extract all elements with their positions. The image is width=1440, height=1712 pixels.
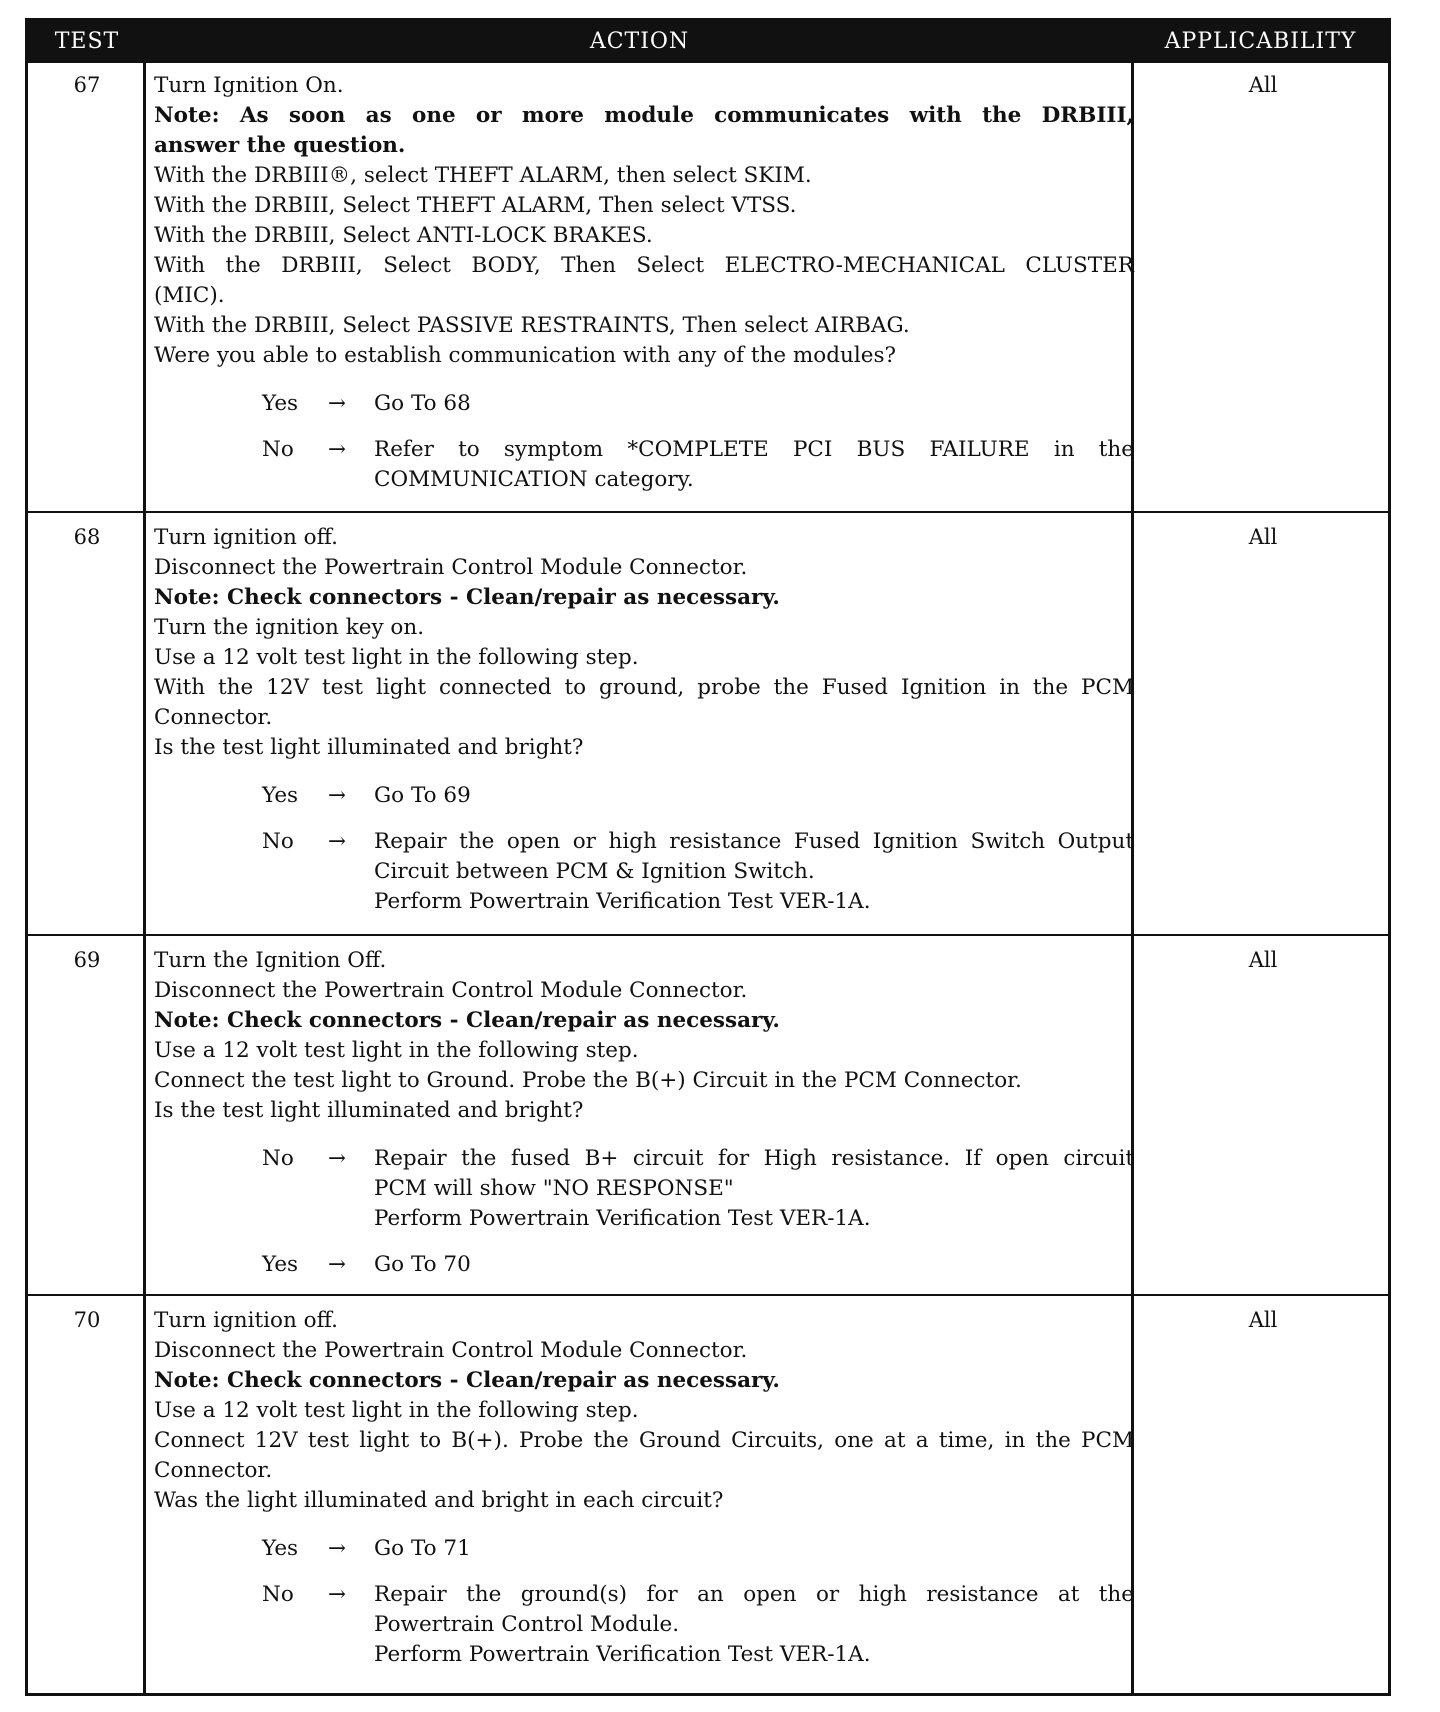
- action-line: Connector.: [154, 1458, 273, 1483]
- action-line: Is the test light illuminated and bright?: [154, 1098, 584, 1123]
- choice-no: [154, 1580, 1134, 1670]
- applicability: All: [1248, 73, 1278, 97]
- applicability: All: [1248, 1308, 1278, 1332]
- action-line: Use a 12 volt test light in the following step.: [154, 645, 639, 670]
- choice-no: [154, 827, 1134, 917]
- arrow-icon: →: [328, 1536, 347, 1561]
- action-line: Connector.: [154, 705, 273, 730]
- choice-label: No: [262, 829, 294, 854]
- choice-text: Perform Powertrain Verification Test VER-1A.: [374, 1642, 871, 1667]
- action-line: Connect 12V test light to B(+). Probe the Ground Circuits, one at a time, in the PCM: [154, 1428, 1134, 1453]
- arrow-icon: →: [328, 437, 347, 462]
- note-line: Note: As soon as one or more module communicates with the DRBIII,: [154, 103, 1134, 128]
- action-line: (MIC).: [154, 283, 225, 308]
- choice-label: Yes: [262, 783, 299, 808]
- note-line: Note: Check connectors - Clean/repair as necessary.: [154, 1368, 780, 1393]
- action-line: With the DRBIII, Select PASSIVE RESTRAINTS, Then select AIRBAG.: [154, 313, 910, 338]
- action-line: With the DRBIII, Select ANTI-LOCK BRAKES.: [154, 223, 653, 248]
- choice-text: Repair the fused B+ circuit for High resistance. If open circuit: [374, 1146, 1134, 1171]
- action-line: Disconnect the Powertrain Control Module Connector.: [154, 978, 748, 1003]
- action-line: Turn ignition off.: [154, 525, 338, 550]
- action-line: Turn Ignition On.: [154, 73, 344, 98]
- arrow-icon: →: [328, 1582, 347, 1607]
- test-number: 69: [73, 948, 101, 972]
- test-number: 67: [73, 73, 101, 97]
- action-line: Disconnect the Powertrain Control Module Connector.: [154, 555, 748, 580]
- note-line: answer the question.: [154, 133, 406, 158]
- choice-no: [154, 1144, 1134, 1234]
- applicability: All: [1248, 948, 1278, 972]
- choice-label: Yes: [262, 391, 299, 416]
- arrow-icon: →: [328, 391, 347, 416]
- action-line: Turn the ignition key on.: [154, 615, 425, 640]
- action-line: With the DRBIII, Select BODY, Then Select ELECTRO-MECHANICAL CLUSTER: [154, 253, 1134, 278]
- note-line: Note: Check connectors - Clean/repair as necessary.: [154, 1008, 780, 1033]
- choice-text: Go To 71: [374, 1536, 471, 1561]
- choice-label: No: [262, 1146, 294, 1171]
- choice-yes: [154, 781, 1134, 811]
- arrow-icon: →: [328, 1146, 347, 1171]
- action-cell: [154, 523, 1134, 917]
- action-line: With the 12V test light connected to ground, probe the Fused Ignition in the PCM: [154, 675, 1134, 700]
- choice-label: Yes: [262, 1252, 299, 1277]
- action-cell: [154, 71, 1134, 495]
- choice-text: Circuit between PCM & Ignition Switch.: [374, 859, 815, 884]
- choice-yes: [154, 389, 1134, 419]
- table-row-68: [28, 511, 1388, 934]
- action-line: Use a 12 volt test light in the following step.: [154, 1398, 639, 1423]
- action-line: Is the test light illuminated and bright?: [154, 735, 584, 760]
- diagnostic-test-table: [25, 18, 1391, 1696]
- choice-text: Powertrain Control Module.: [374, 1612, 680, 1637]
- arrow-icon: →: [328, 829, 347, 854]
- table-row-67: [28, 61, 1388, 511]
- choice-label: No: [262, 1582, 294, 1607]
- action-line: Was the light illuminated and bright in each circuit?: [154, 1488, 724, 1513]
- choice-label: Yes: [262, 1536, 299, 1561]
- table-header: [28, 21, 1388, 63]
- action-line: With the DRBIII, Select THEFT ALARM, Then select VTSS.: [154, 193, 797, 218]
- action-line: Were you able to establish communication with any of the modules?: [154, 343, 897, 368]
- choice-text: Go To 69: [374, 783, 471, 808]
- choice-no: [154, 435, 1134, 495]
- header-applicability: APPLICABILITY: [1164, 29, 1357, 54]
- note-line: Note: Check connectors - Clean/repair as necessary.: [154, 585, 780, 610]
- applicability: All: [1248, 525, 1278, 549]
- choice-text: Refer to symptom *COMPLETE PCI BUS FAILURE in the: [374, 437, 1134, 462]
- action-line: Use a 12 volt test light in the following step.: [154, 1038, 639, 1063]
- choice-text: PCM will show "NO RESPONSE": [374, 1176, 734, 1201]
- choice-text: Repair the open or high resistance Fused Ignition Switch Output: [374, 829, 1134, 854]
- table-row-70: [28, 1294, 1388, 1696]
- action-cell: [154, 946, 1134, 1280]
- choice-yes: [154, 1534, 1134, 1564]
- header-test: TEST: [54, 29, 120, 54]
- action-line: Turn the Ignition Off.: [154, 948, 387, 973]
- table-row-69: [28, 934, 1388, 1294]
- arrow-icon: →: [328, 783, 347, 808]
- choice-text: COMMUNICATION category.: [374, 467, 694, 492]
- choice-yes: [154, 1250, 1134, 1280]
- test-number: 70: [73, 1308, 101, 1332]
- choice-text: Perform Powertrain Verification Test VER-1A.: [374, 889, 871, 914]
- choice-text: Go To 68: [374, 391, 471, 416]
- arrow-icon: →: [328, 1252, 347, 1277]
- action-cell: [154, 1306, 1134, 1670]
- choice-label: No: [262, 437, 294, 462]
- test-number: 68: [73, 525, 101, 549]
- header-action: ACTION: [589, 29, 690, 54]
- action-line: With the DRBIII®, select THEFT ALARM, then select SKIM.: [154, 163, 812, 188]
- choice-text: Repair the ground(s) for an open or high resistance at the: [374, 1582, 1134, 1607]
- choice-text: Go To 70: [374, 1252, 471, 1277]
- action-line: Connect the test light to Ground. Probe the B(+) Circuit in the PCM Connector.: [154, 1068, 1022, 1093]
- action-line: Turn ignition off.: [154, 1308, 338, 1333]
- action-line: Disconnect the Powertrain Control Module Connector.: [154, 1338, 748, 1363]
- choice-text: Perform Powertrain Verification Test VER-1A.: [374, 1206, 871, 1231]
